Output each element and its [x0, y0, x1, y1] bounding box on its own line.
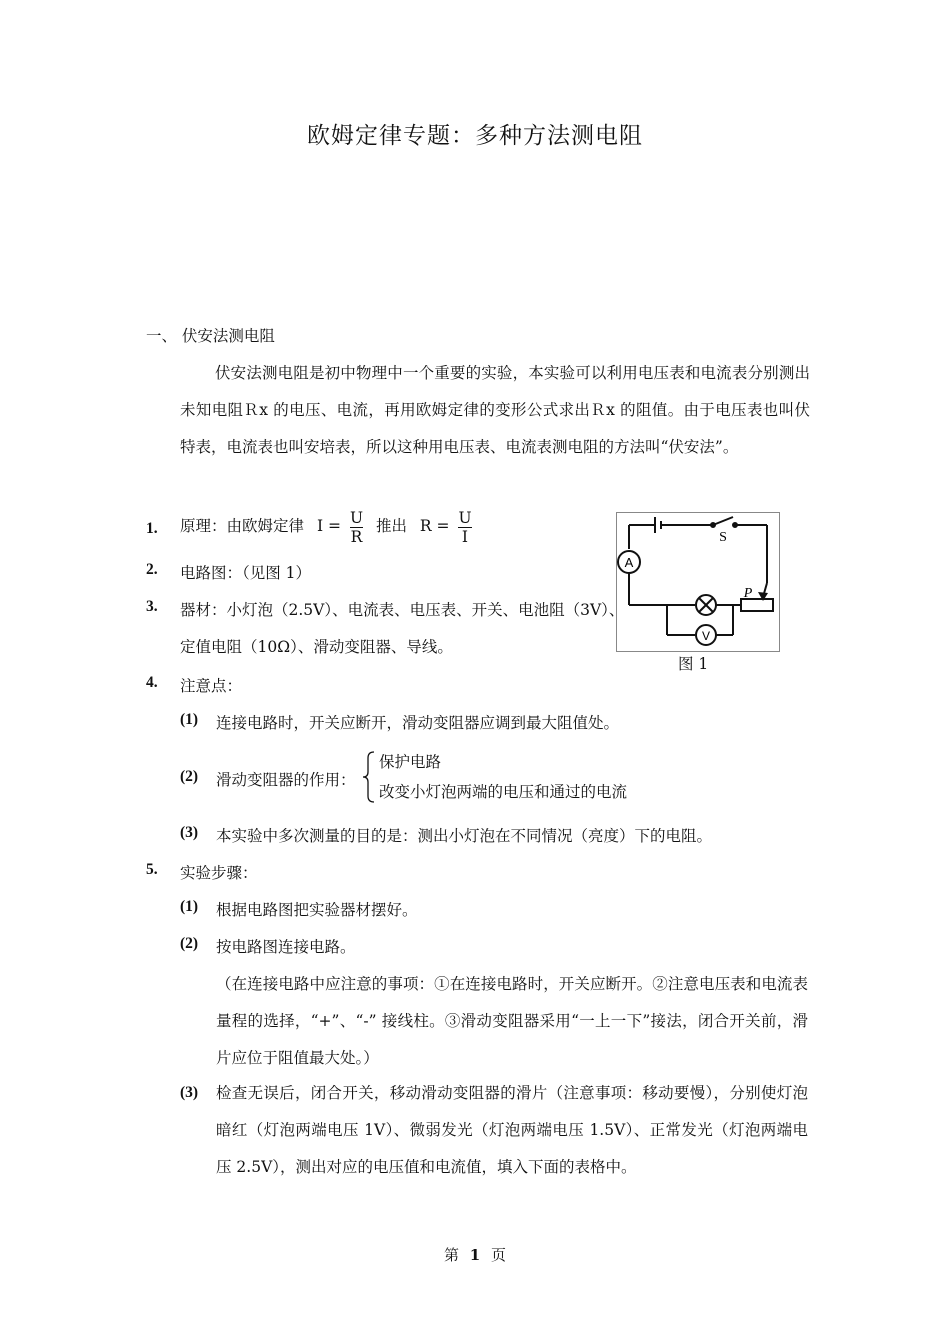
note-text: 本实验中多次测量的目的是：测出小灯泡在不同情况（亮度）下的电阻。 — [216, 827, 713, 845]
circuit-diagram-line: 电路图：（见图 1） — [180, 564, 312, 582]
step-number: (2) — [180, 935, 199, 952]
item-number: 2. — [146, 561, 158, 578]
slider-label: P — [743, 586, 753, 601]
item-number: 3. — [146, 598, 158, 615]
brace-item: 保护电路 — [379, 753, 442, 771]
voltmeter-label: V — [701, 629, 711, 643]
footer-suffix: 页 — [491, 1246, 507, 1264]
item-number: 5. — [146, 861, 158, 878]
note-text: 滑动变阻器的作用： — [216, 771, 356, 789]
step-text: 检查无误后，闭合开关，移动滑动变阻器的滑片（注意事项：移动要慢），分别使灯泡暗红（灯泡两端电压 1V）、微弱发光（灯泡两端电压 1.5V）、正常发光（灯泡两端电压 2.5V），测出对应的电压值和电流值，填入下面的表格中。 — [216, 1084, 808, 1176]
formula-lhs: I = — [316, 517, 341, 535]
intro-paragraph: 伏安法测电阻是初中物理中一个重要的实验，本实验可以利用电压表和电流表分别测出未知电阻Ｒx 的电压、电流，再用欧姆定律的变形公式求出Ｒx 的阻值。由于电压表也叫伏特表，电流表也叫安培表，所以这种用电压表、电流表测电阻的方法叫“伏安法”。 — [180, 364, 810, 456]
note-number: (1) — [180, 711, 199, 728]
curly-brace-icon — [362, 750, 376, 804]
note-text: 连接电路时，开关应断开，滑动变阻器应调到最大阻值处。 — [216, 714, 620, 732]
equipment-line-1: 器材：小灯泡（2.5V）、电流表、电压表、开关、电池阻（3V）、 — [180, 601, 625, 619]
fraction-numerator: U — [458, 508, 472, 527]
principle-label: 原理：由欧姆定律 — [180, 517, 305, 535]
figure-caption: 图 1 — [678, 655, 709, 673]
circuit-diagram — [617, 513, 779, 651]
section-heading: 一、 伏安法测电阻 — [146, 327, 275, 345]
note-number: (2) — [180, 768, 199, 785]
principle-middle: 推出 — [375, 517, 407, 535]
switch-label: S — [719, 530, 727, 545]
fraction-numerator: U — [349, 508, 364, 527]
footer-prefix: 第 — [443, 1246, 459, 1264]
principle-line — [180, 506, 476, 546]
note-number: (3) — [180, 824, 199, 841]
step-text: 按电路图连接电路。 — [216, 938, 356, 956]
step-number: (1) — [180, 898, 199, 915]
item-number: 1. — [146, 520, 158, 537]
step-text: 根据电路图把实验器材摆好。 — [216, 901, 418, 919]
fraction-denominator: R — [350, 527, 363, 546]
notes-heading: 注意点： — [180, 677, 243, 695]
page-title: 欧姆定律专题：多种方法测电阻 — [307, 123, 643, 149]
steps-heading: 实验步骤： — [180, 864, 258, 882]
formula-lhs: R = — [419, 517, 450, 535]
circuit-figure — [616, 512, 780, 652]
ammeter-label: A — [624, 555, 634, 570]
brace-item: 改变小灯泡两端的电压和通过的电流 — [379, 783, 628, 801]
step-note-paragraph: （在连接电路中应注意的事项：①在连接电路时，开关应断开。②注意电压表和电流表量程的选择，“+”、“-” 接线柱。③滑动变阻器采用“一上一下”接法，闭合开关前，滑片应位于阻值最大处。） — [216, 975, 808, 1067]
step-number: (3) — [180, 1084, 199, 1101]
fraction-denominator: I — [458, 527, 471, 546]
equipment-line-2: 定值电阻（10Ω）、滑动变阻器、导线。 — [180, 638, 453, 656]
fraction-u-over-r — [350, 509, 363, 546]
page-footer — [0, 1244, 950, 1265]
page-number: 1 — [469, 1246, 481, 1264]
item-number: 4. — [146, 674, 158, 691]
fraction-u-over-i — [458, 509, 471, 546]
